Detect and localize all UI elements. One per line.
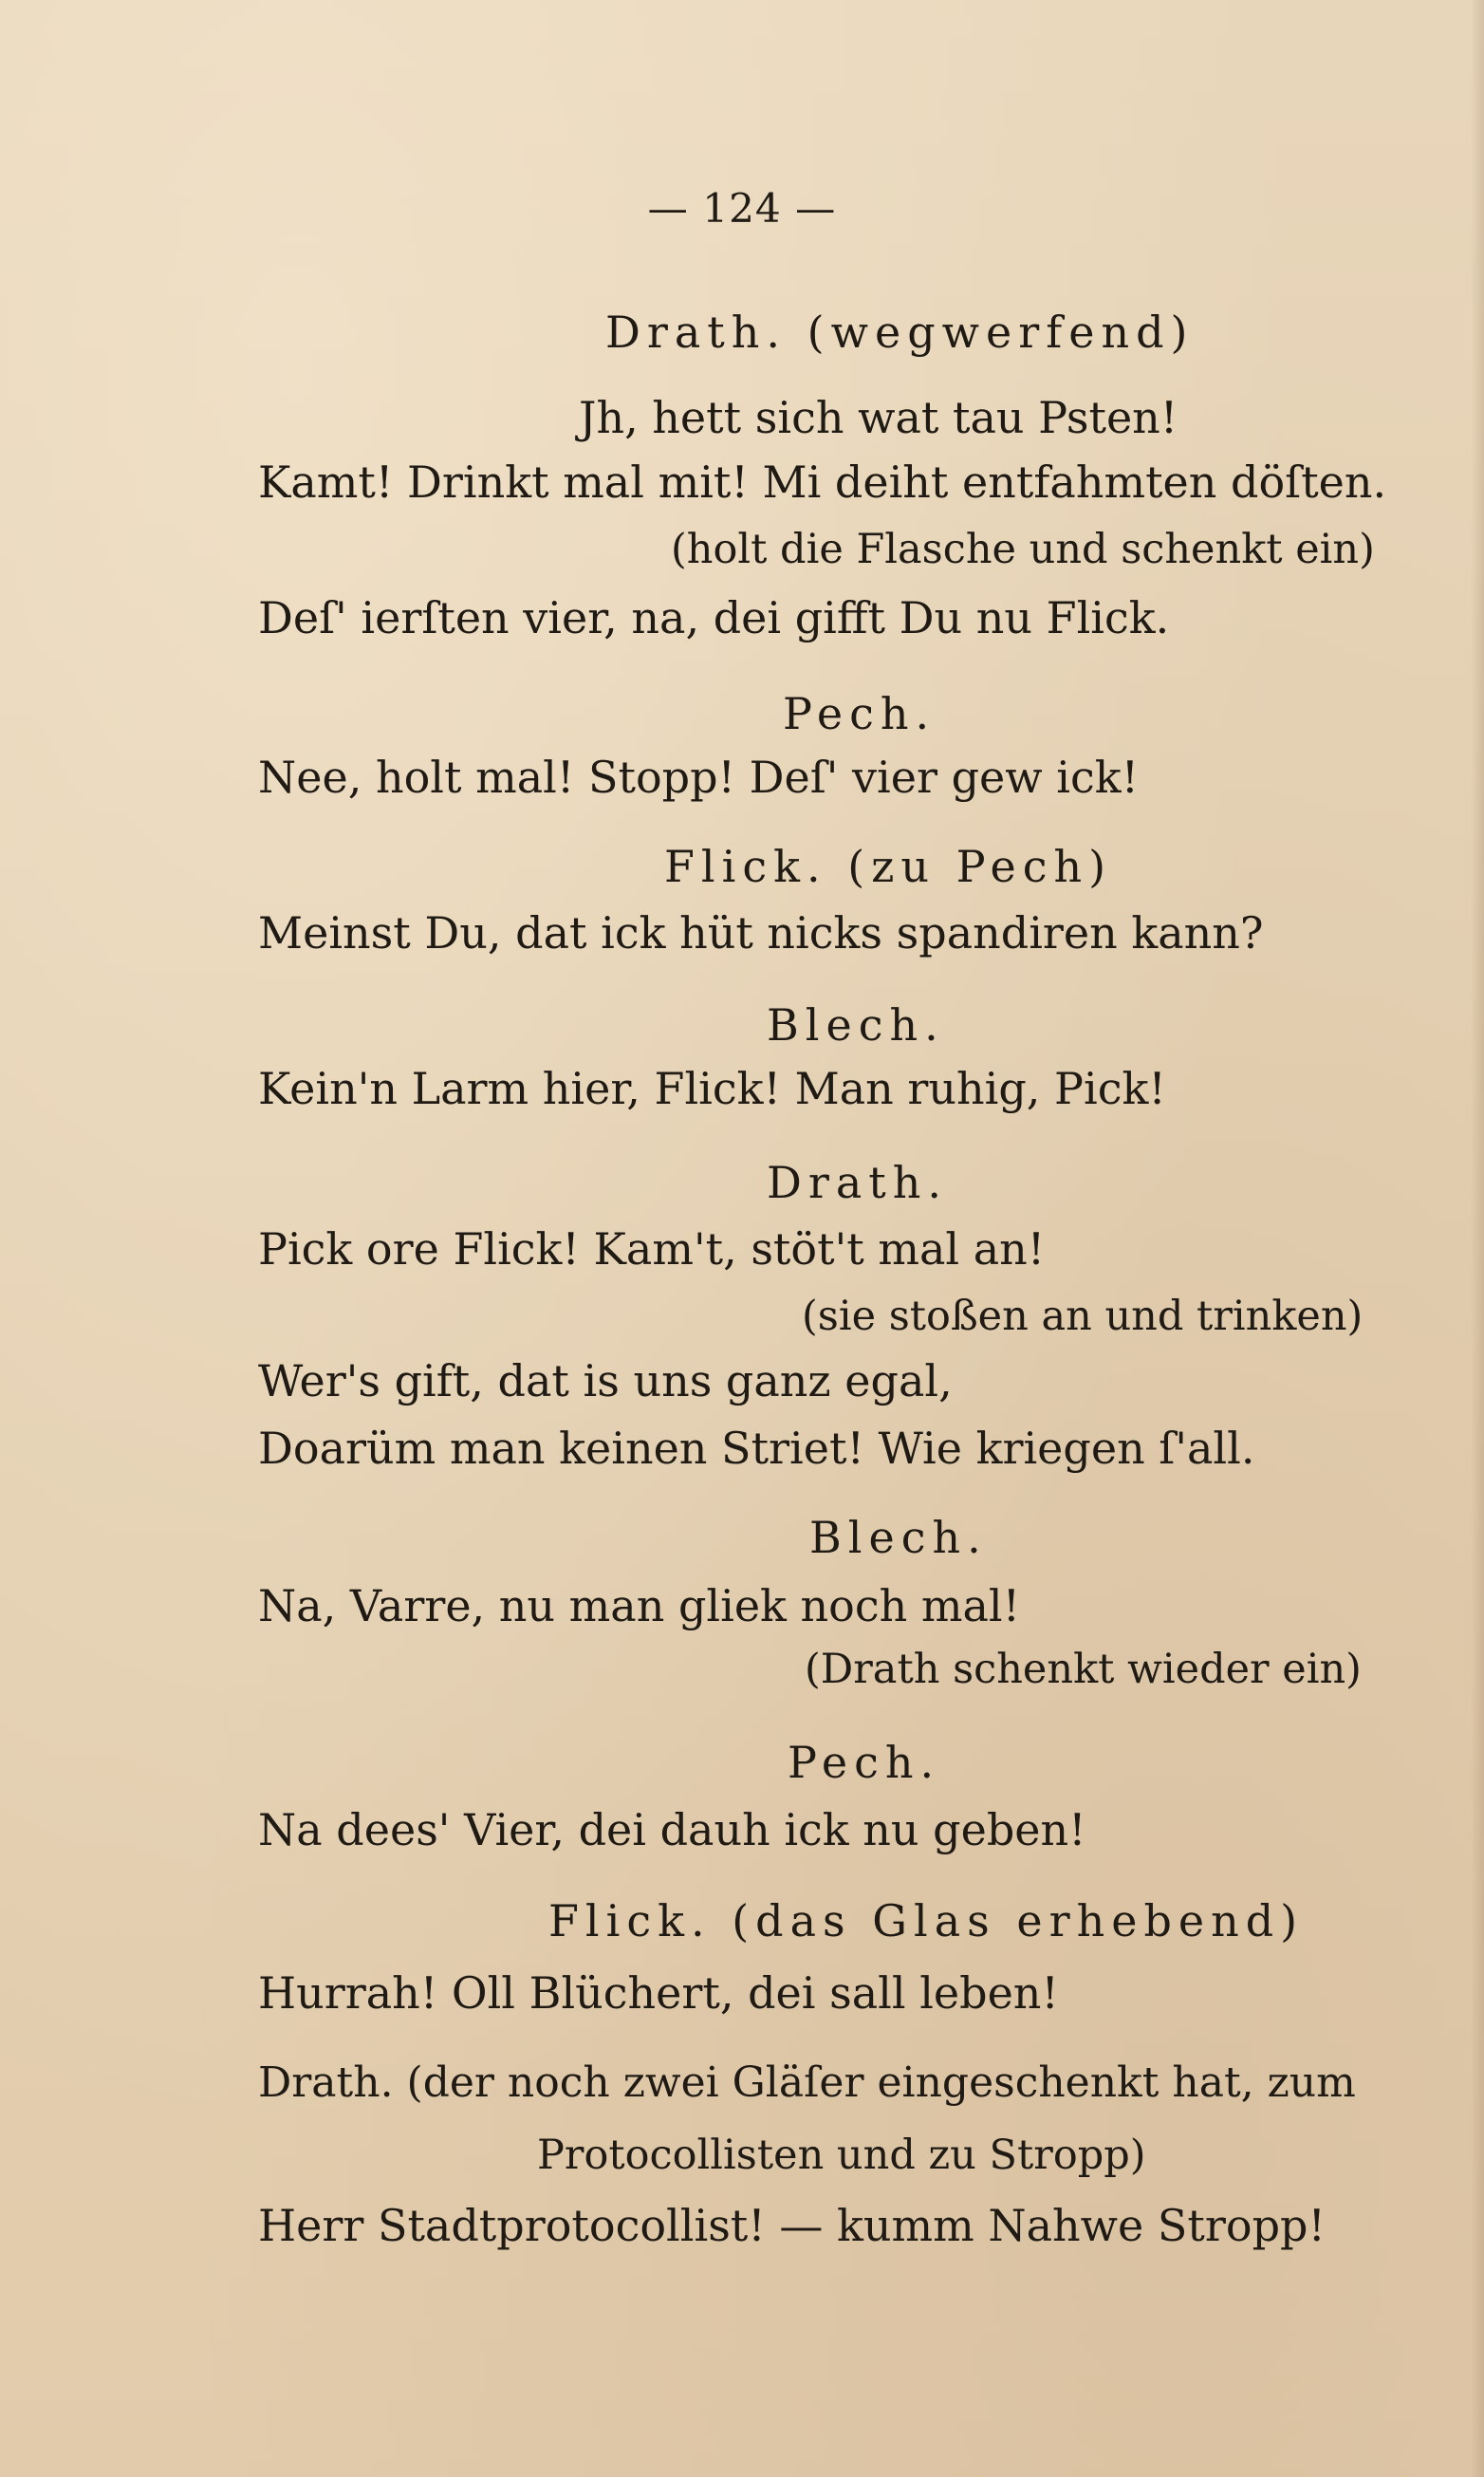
text-line-4: (holt die Flasche und schenkt ein) — [671, 526, 1375, 573]
text-line-26: Herr Stadtprotocollist! — kumm Nahwe Stropp! — [258, 2200, 1326, 2251]
text-line-20: Pech. — [788, 1737, 941, 1788]
text-line-9: Meinst Du, dat ick hüt nicks spandiren kann? — [258, 907, 1264, 959]
text-line-1: Drath. (wegwerfend) — [605, 307, 1195, 358]
text-line-19: (Drath schenkt wieder ein) — [805, 1646, 1362, 1693]
text-line-23: Hurrah! Oll Blüchert, dei sall leben! — [258, 1967, 1059, 2019]
text-line-7: Nee, holt mal! Stopp! Deſ' vier gew ick! — [258, 752, 1140, 803]
text-line-14: (sie stoßen an und trinken) — [802, 1293, 1363, 1340]
text-line-15: Wer's gift, dat is uns ganz egal, — [258, 1355, 953, 1406]
text-line-5: Deſ' ierſten vier, na, dei gifft Du nu Flick. — [258, 592, 1170, 643]
text-line-2: Jh, hett sich wat tau Psten! — [579, 392, 1178, 443]
text-line-17: Blech. — [809, 1512, 988, 1563]
text-line-25: Protocollisten und zu Stropp) — [537, 2132, 1146, 2179]
text-line-6: Pech. — [783, 688, 937, 739]
text-line-16: Doarüm man keinen Striet! Wie kriegen ſ'all. — [258, 1423, 1255, 1474]
text-line-11: Kein'n Larm hier, Flick! Man ruhig, Pick! — [258, 1063, 1166, 1114]
text-line-8: Flick. (zu Pech) — [664, 841, 1113, 892]
page-number: — 124 — — [647, 185, 837, 232]
text-line-10: Blech. — [767, 999, 945, 1051]
text-line-24: Drath. (der noch zwei Gläſer eingeschenkt hat, zum — [258, 2058, 1356, 2107]
text-line-21: Na dees' Vier, dei dauh ick nu geben! — [258, 1804, 1086, 1855]
text-line-3: Kamt! Drinkt mal mit! Mi deiht entfahmten döſten. — [258, 456, 1387, 508]
text-line-18: Na, Varre, nu man gliek noch mal! — [258, 1580, 1021, 1631]
text-line-22: Flick. (das Glas erhebend) — [548, 1895, 1305, 1946]
text-line-12: Drath. — [767, 1157, 949, 1208]
text-line-13: Pick ore Flick! Kam't, stöt't mal an! — [258, 1223, 1046, 1275]
